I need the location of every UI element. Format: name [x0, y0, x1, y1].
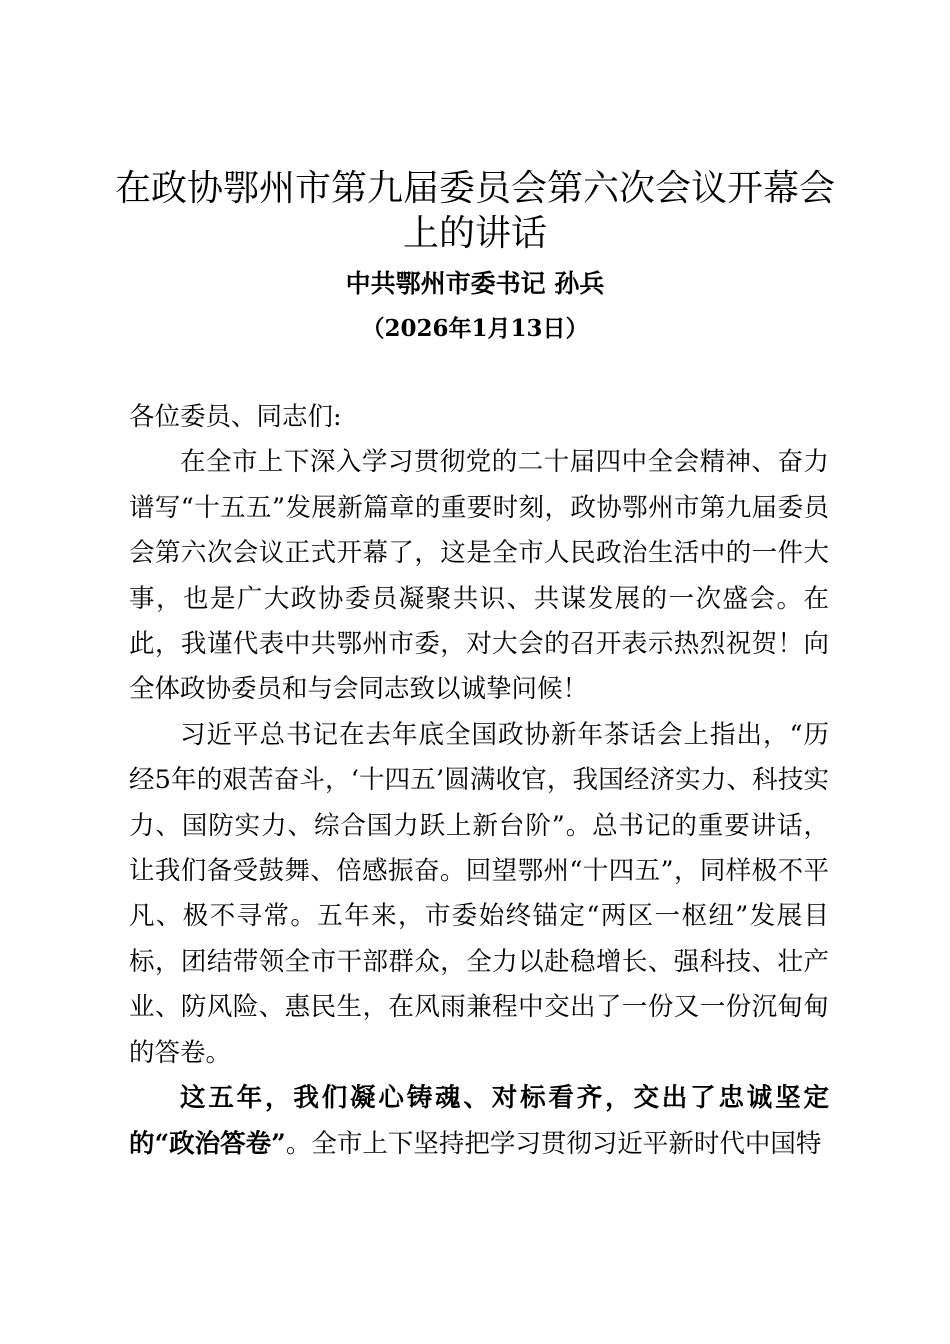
highlight-paragraph: [129, 1076, 829, 1167]
speech-date: （2026年1月13日）: [361, 315, 589, 342]
salutation: 各位委员、同志们:: [129, 402, 342, 432]
speech-title: 在政协鄂州市第九届委员会第六次会议开幕会上的讲话: [114, 168, 835, 254]
paragraph-continuation: 。全市上下坚持把学习贯彻习近平新时代中国特: [285, 1128, 822, 1159]
speech-author: 中共鄂州市委书记 孙兵: [345, 269, 605, 298]
speech-body: [129, 395, 829, 1167]
bold-lead-text: 这五年，我们凝心铸魂、对标看齐，交出了忠诚坚定的“政治答卷”: [129, 1083, 829, 1159]
paragraph: 在全市上下深入学习贯彻党的二十届四中全会精神、奋力谱写“十五五”发展新篇章的重要时刻，政协鄂州市第九届委员会第六次会议正式开幕了，这是全市人民政治生活中的一件大事，也是广大政协委员凝聚共识、共谋发展的一次盛会。在此，我谨代表中共鄂州市委，对大会的召开表示热烈祝贺！向全体政协委员和与会同志致以诚挚问候！: [129, 447, 829, 705]
paragraph: 习近平总书记在去年底全国政协新年茶话会上指出，“历经5年的艰苦奋斗，‘十四五’圆满收官，我国经济实力、科技实力、国防实力、综合国力跃上新台阶”。总书记的重要讲话，让我们备受鼓舞、倍感振奋。回望鄂州“十四五”，同样极不平凡、极不寻常。五年来，市委始终锚定“两区一枢纽”发展目标，团结带领全市干部群众，全力以赴稳增长、强科技、壮产业、防风险、惠民生，在风雨兼程中交出了一份又一份沉甸甸的答卷。: [129, 719, 829, 1068]
